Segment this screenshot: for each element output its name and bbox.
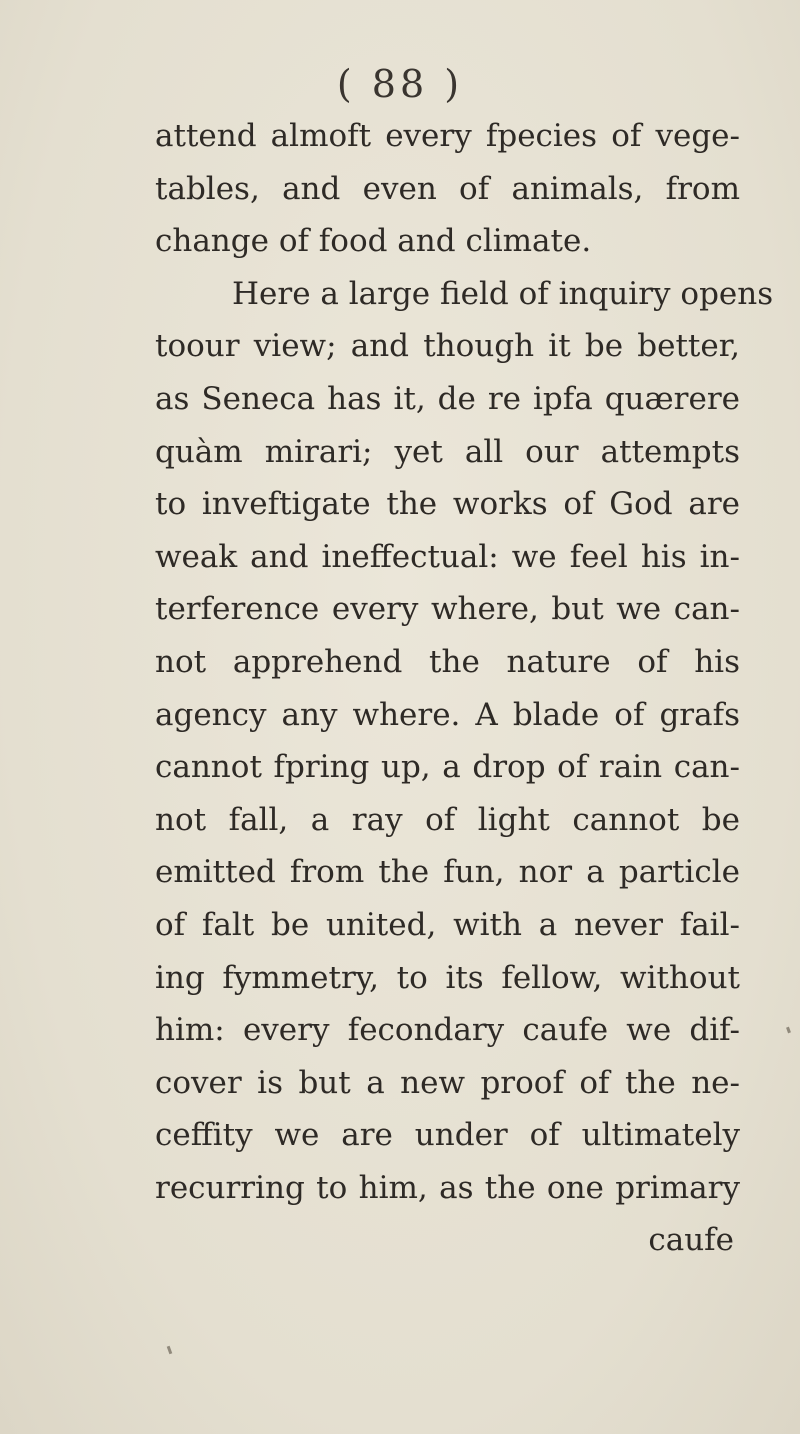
text-line: cannot fpring up, a drop of rain can- [155,749,740,786]
text-line: ceffity we are under of ultimately [155,1117,740,1154]
text-line: agency any where. A blade of grafs [155,696,740,733]
text-line: recurring to him, as the one primary [155,1169,740,1206]
text-line: not fall, a ray of light cannot be [155,801,740,838]
text-line: change of food and climate. [155,223,592,260]
ink-speck [167,1346,173,1355]
text-line: tables, and even of animals, from [155,170,740,207]
ink-speck [786,1027,791,1034]
text-line: cover is but a new proof of the ne- [155,1064,740,1101]
text-line: not apprehend the nature of his [155,643,740,680]
page-number: ( 88 ) [336,62,464,106]
text-line: Here a large field of inquiry opens [232,275,774,312]
catchword: caufe [648,1222,734,1259]
text-line: to inveftigate the works of God are [155,486,740,523]
text-line: emitted from the fun, nor a particle [155,854,740,891]
text-line: weak and ineffectual: we feel his in- [155,538,740,575]
text-line: ing fymmetry, to its fellow, without [155,959,740,996]
text-line: attend almoft every fpecies of vege- [155,118,740,154]
text-line: quàm mirari; yet all our attempts [155,433,740,470]
text-line: as Seneca has it, de re ipfa quærere [155,380,740,417]
text-line: him: every fecondary caufe we dif- [155,1012,740,1049]
body-text [155,110,774,1267]
text-line: toour view; and though it be better, [155,328,740,365]
text-line: of falt be united, with a never fail- [155,906,740,943]
text-line: terference every where, but we can- [155,591,740,628]
